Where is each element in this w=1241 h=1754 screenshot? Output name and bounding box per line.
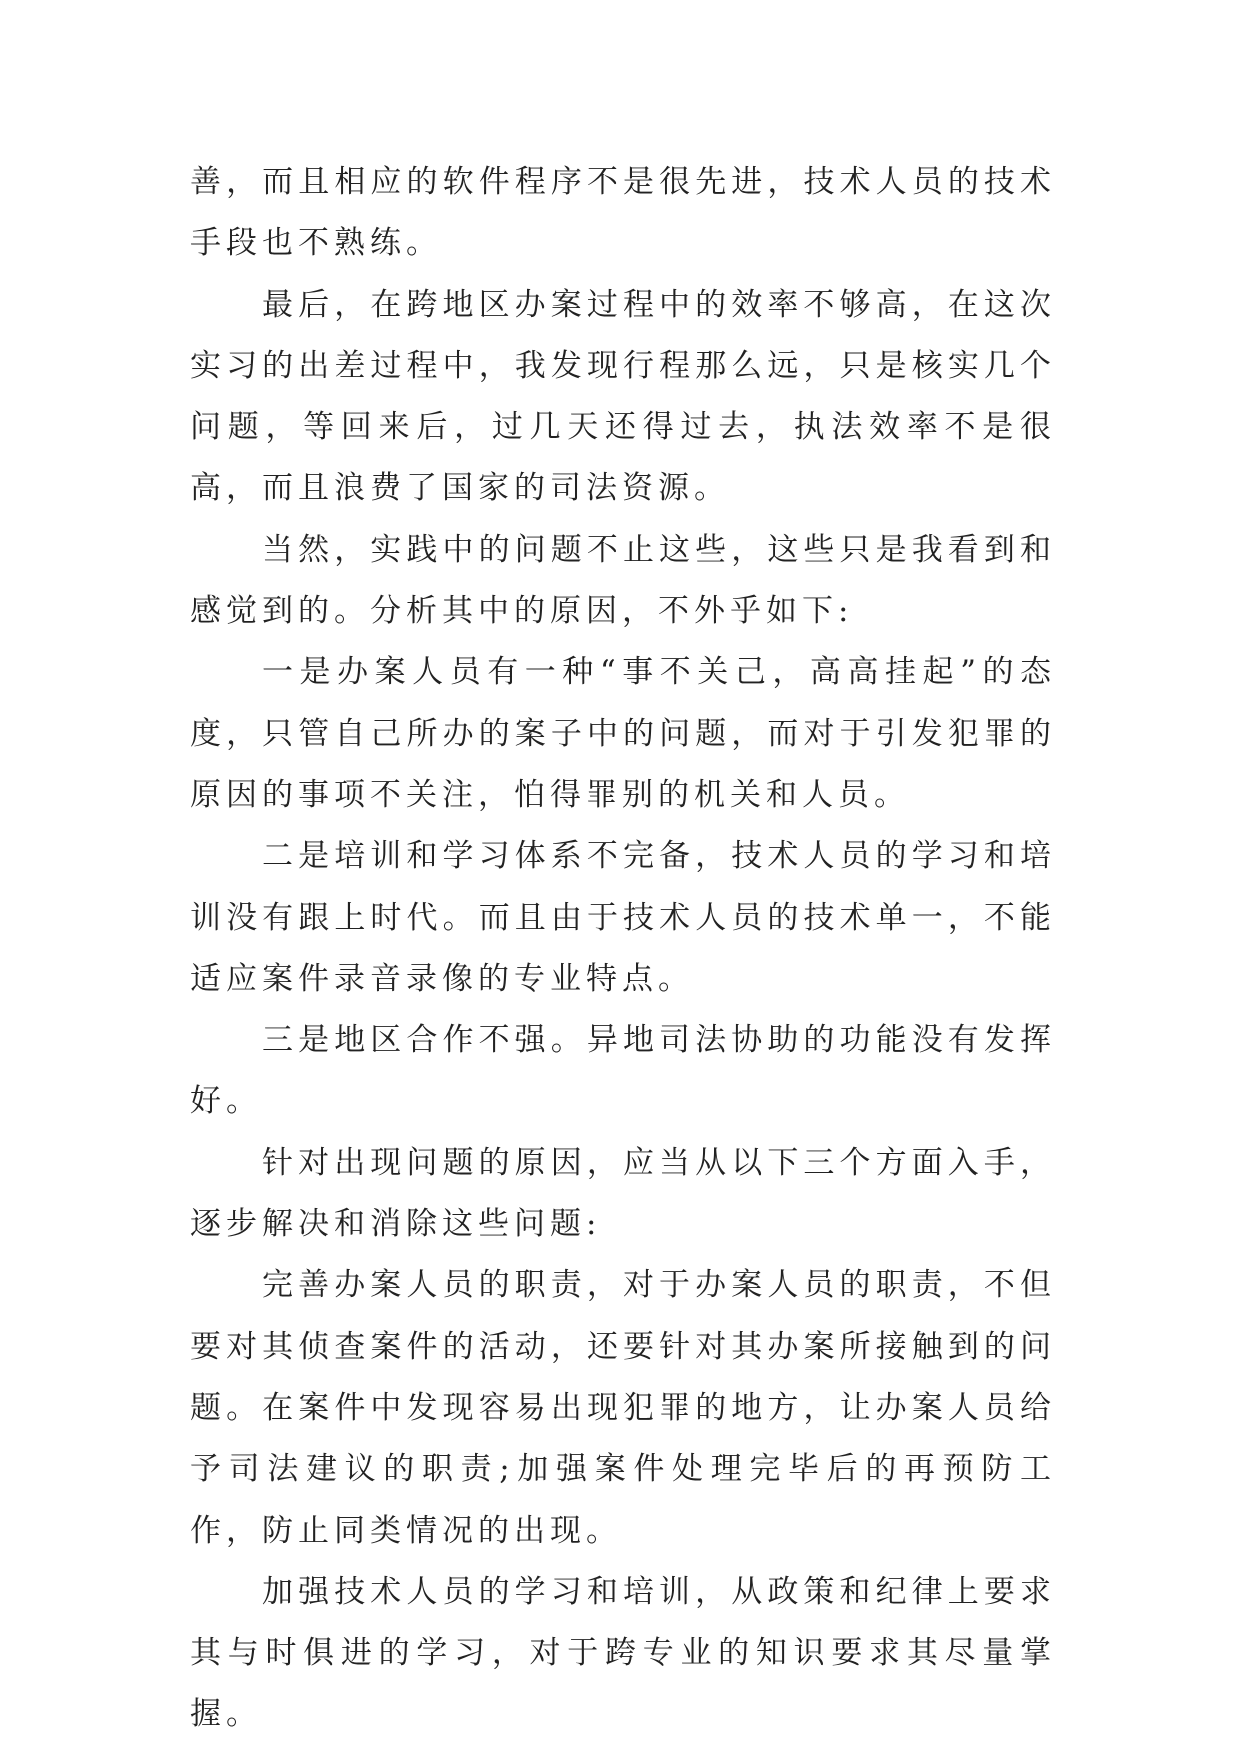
document-body — [190, 152, 1056, 1746]
paragraph-6: 三是地区合作不强。异地司法协助的功能没有发挥好。 — [190, 1022, 1056, 1120]
paragraph-1: 善，而且相应的软件程序不是很先进，技术人员的技术手段也不熟练。 — [190, 164, 1056, 262]
paragraph-3: 当然，实践中的问题不止这些，这些只是我看到和感觉到的。分析其中的原因，不外乎如下: — [190, 531, 1056, 630]
paragraph-9: 加强技术人员的学习和培训，从政策和纪律上要求其与时俱进的学习，对于跨专业的知识要求其尽量掌握。 — [190, 1573, 1056, 1733]
paragraph-8: 完善办案人员的职责，对于办案人员的职责，不但要对其侦查案件的活动，还要针对其办案所接触到的问题。在案件中发现容易出现犯罪的地方，让办案人员给予司法建议的职责;加强案件处理完毕后的再预防工作，防止同类情况的出现。 — [190, 1267, 1056, 1549]
paragraph-2: 最后，在跨地区办案过程中的效率不够高，在这次实习的出差过程中，我发现行程那么远，只是核实几个问题，等回来后，过几天还得过去，执法效率不是很高，而且浪费了国家的司法资源。 — [190, 286, 1056, 507]
paragraph-4: 一是办案人员有一种“事不关己，高高挂起”的态度，只管自己所办的案子中的问题，而对于引发犯罪的原因的事项不关注，怕得罪别的机关和人员。 — [190, 654, 1056, 813]
paragraph-5: 二是培训和学习体系不完备，技术人员的学习和培训没有跟上时代。而且由于技术人员的技术单一，不能适应案件录音录像的专业特点。 — [190, 838, 1056, 997]
paragraph-7: 针对出现问题的原因，应当从以下三个方面入手，逐步解决和消除这些问题: — [190, 1144, 1056, 1243]
